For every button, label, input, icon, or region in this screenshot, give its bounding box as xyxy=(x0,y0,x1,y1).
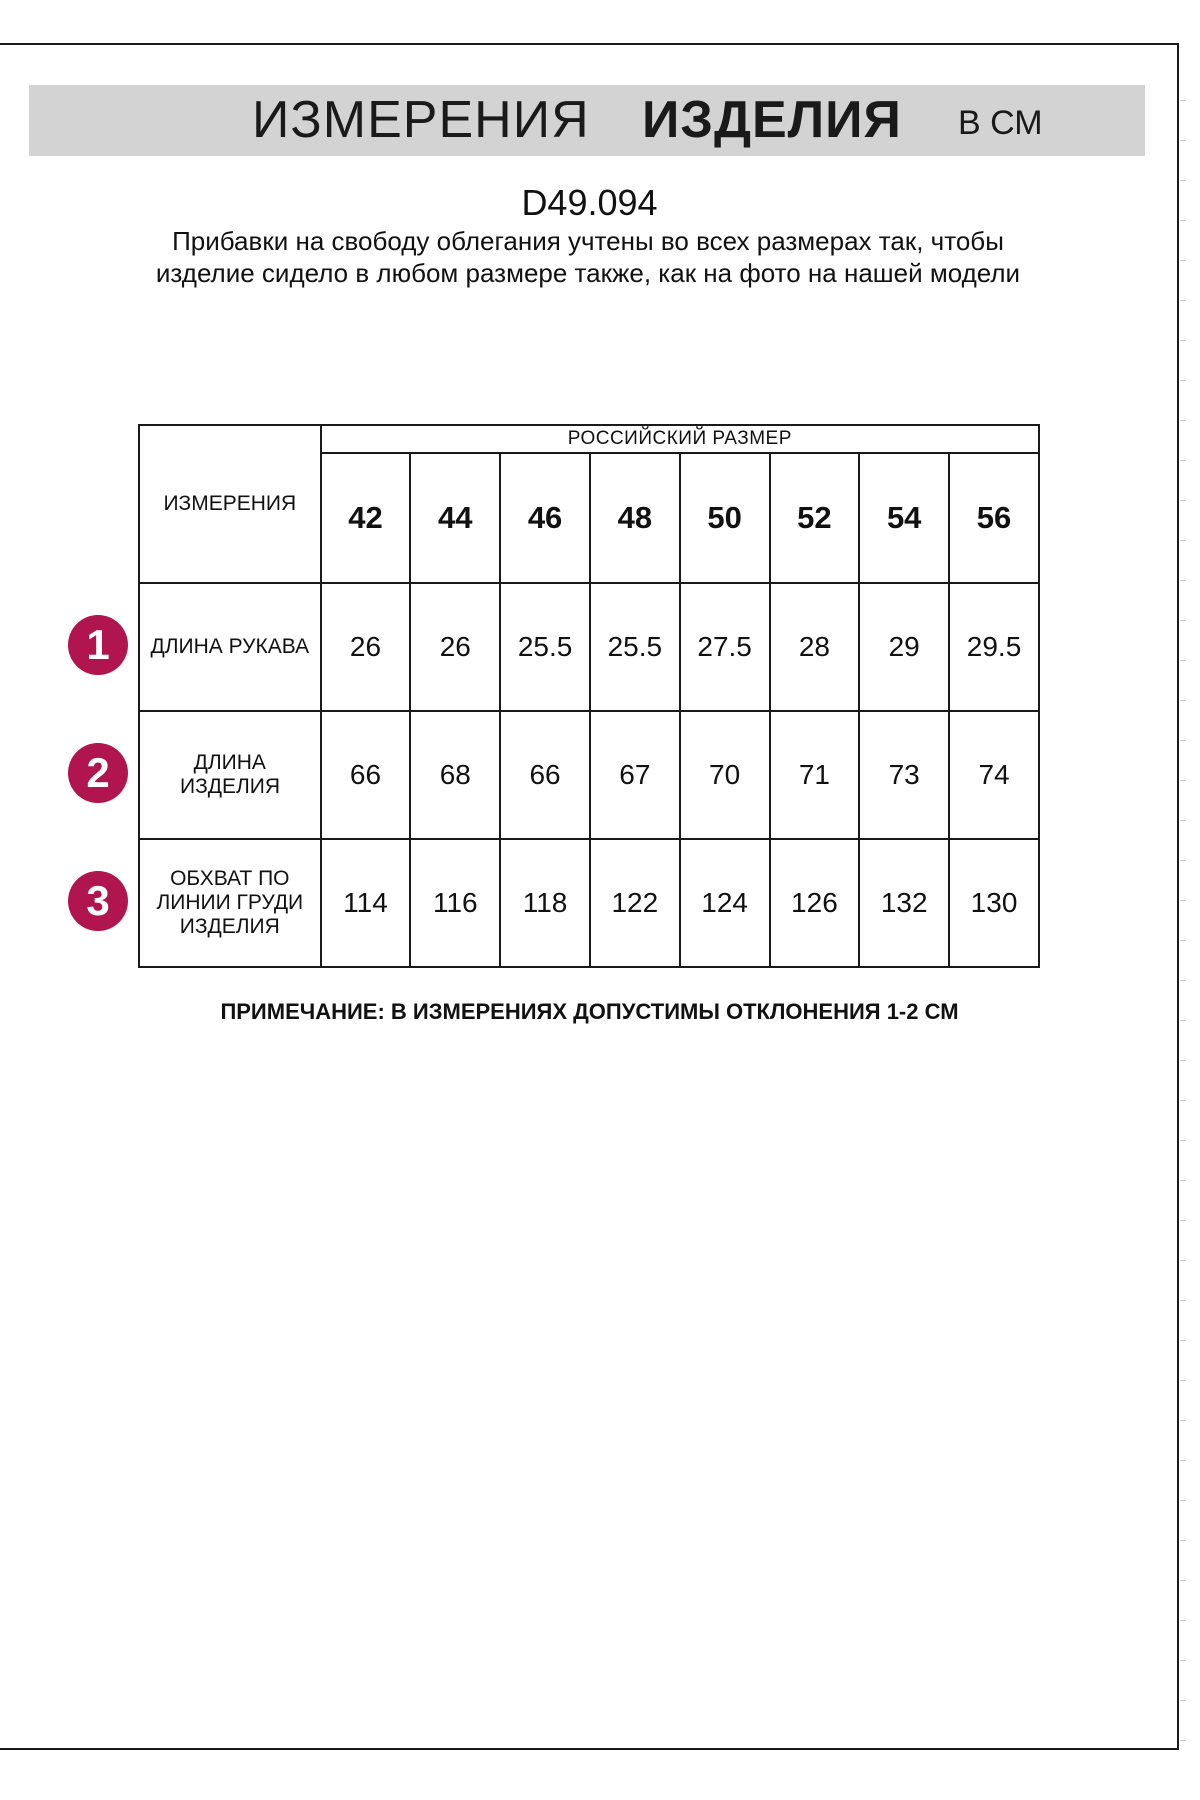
table-cell: 66 xyxy=(321,711,411,839)
row-label: ОБХВАТ ПО ЛИНИИ ГРУДИ ИЗДЕЛИЯ xyxy=(139,839,321,967)
row-number-badge-3: 3 xyxy=(68,871,128,931)
russian-size-header: РОССИЙСКИЙ РАЗМЕР xyxy=(321,425,1039,453)
size-header: 42 xyxy=(321,453,411,583)
table-row-product-length xyxy=(139,711,1039,839)
header-unit: В СМ xyxy=(958,104,1043,142)
table-cell: 114 xyxy=(321,839,411,967)
size-header: 52 xyxy=(770,453,860,583)
row-label: ДЛИНА ИЗДЕЛИЯ xyxy=(139,711,321,839)
table-row-chest-girth xyxy=(139,839,1039,967)
row-label: ДЛИНА РУКАВА xyxy=(139,583,321,711)
size-header: 48 xyxy=(590,453,680,583)
size-header: 50 xyxy=(680,453,770,583)
row-number-badge-1: 1 xyxy=(68,615,128,675)
size-table xyxy=(138,424,1040,968)
table-cell: 122 xyxy=(590,839,680,967)
table-cell: 132 xyxy=(859,839,949,967)
table-cell: 73 xyxy=(859,711,949,839)
table-cell: 68 xyxy=(410,711,500,839)
table-cell: 29.5 xyxy=(949,583,1039,711)
header-title-product: ИЗДЕЛИЯ xyxy=(642,91,902,149)
size-header: 56 xyxy=(949,453,1039,583)
table-cell: 70 xyxy=(680,711,770,839)
table-cell: 28 xyxy=(770,583,860,711)
table-row-sleeve-length xyxy=(139,583,1039,711)
table-cell: 26 xyxy=(410,583,500,711)
table-cell: 25.5 xyxy=(590,583,680,711)
table-cell: 74 xyxy=(949,711,1039,839)
table-cell: 130 xyxy=(949,839,1039,967)
measure-header: ИЗМЕРЕНИЯ xyxy=(139,425,321,583)
table-cell: 25.5 xyxy=(500,583,590,711)
size-header: 46 xyxy=(500,453,590,583)
table-cell: 116 xyxy=(410,839,500,967)
edge-ruler xyxy=(1180,100,1186,1750)
table-cell: 67 xyxy=(590,711,680,839)
table-cell: 71 xyxy=(770,711,860,839)
table-cell: 66 xyxy=(500,711,590,839)
table-cell: 118 xyxy=(500,839,590,967)
table-cell: 27.5 xyxy=(680,583,770,711)
tolerance-note: ПРИМЕЧАНИЕ: В ИЗМЕРЕНИЯХ ДОПУСТИМЫ ОТКЛОНЕНИЯ 1-2 СМ xyxy=(220,999,959,1024)
article-number: D49.094 xyxy=(521,182,658,223)
table-cell: 124 xyxy=(680,839,770,967)
row-number-badge-2: 2 xyxy=(68,743,128,803)
fit-description: Прибавки на свободу облегания учтены во всех размерах так, чтобы изделие сидело в любом размере также, как на фото на нашей модели xyxy=(155,226,1021,288)
table-cell: 126 xyxy=(770,839,860,967)
size-header: 44 xyxy=(410,453,500,583)
table-cell: 29 xyxy=(859,583,949,711)
table-cell: 26 xyxy=(321,583,411,711)
size-header: 54 xyxy=(859,453,949,583)
header-title-measurements: ИЗМЕРЕНИЯ xyxy=(252,91,590,149)
